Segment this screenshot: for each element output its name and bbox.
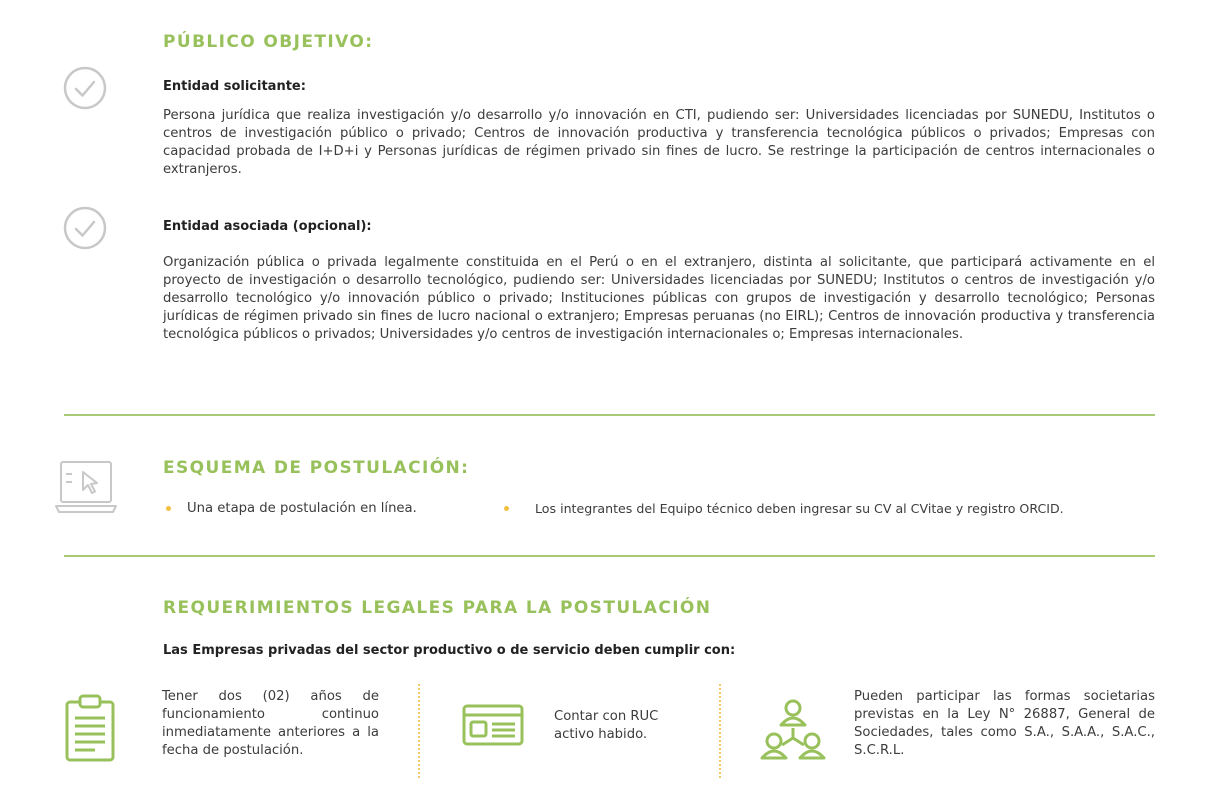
people-network-icon — [760, 697, 826, 763]
entidad-solicitante-title: Entidad solicitante: — [163, 79, 306, 94]
dotted-separator — [719, 684, 721, 778]
clipboard-icon — [63, 694, 117, 764]
entidad-asociada-title: Entidad asociada (opcional): — [163, 219, 372, 234]
bullet-dot — [504, 506, 509, 511]
requerimientos-heading: REQUERIMIENTOS LEGALES PARA LA POSTULACIÓN — [163, 598, 712, 618]
publico-objetivo-heading: PÚBLICO OBJETIVO: — [163, 32, 374, 52]
laptop-cursor-icon — [55, 460, 117, 514]
requerimientos-subtitle: Las Empresas privadas del sector productivo o de servicio deben cumplir con: — [163, 643, 736, 658]
requisito-2-text: Contar con RUC activo habido. — [554, 709, 659, 742]
entidad-solicitante-text: Persona jurídica que realiza investigación y/o desarrollo y/o innovación en CTI, pudiendo ser: Universidades licenciadas por SUNEDU, Institutos o centros de investigación público o privado; Centros de innovación productiva y transferencia tecnológica públicos o privados; Empresas con capacidad probada de I+D+i y Personas jurídicas de régimen privado sin fines de lucro. Se restringe la participación de centros internacionales o extranjeros. — [163, 108, 1155, 177]
section-divider — [64, 555, 1155, 557]
requisito-1-text: Tener dos (02) años de funcionamiento continuo inmediatamente anteriores a la fecha de postulación. — [162, 689, 379, 758]
check-circle-icon — [63, 66, 107, 110]
section-divider — [64, 414, 1155, 416]
dotted-separator — [418, 684, 420, 778]
check-circle-icon — [63, 206, 107, 250]
requisito-3-text: Pueden participar las formas societarias previstas en la Ley N° 26887, General de Sociedades, tales como S.A., S.A.A., S.A.C., S.C.R.L. — [854, 689, 1155, 758]
esquema-heading: ESQUEMA DE POSTULACIÓN: — [163, 458, 470, 478]
id-card-icon — [462, 704, 524, 746]
entidad-asociada-text: Organización pública o privada legalmente constituida en el Perú o en el extranjero, distinta al solicitante, que participará activamente en el proyecto de investigación o desarrollo tecnológico, pudiendo ser: Universidades licenciadas por SUNEDU; Institutos o centros de investigación y/o desarrollo tecnológico y/o innovación público o privado; Instituciones públicas con grupos de investigación y desarrollo tecnológico; Personas jurídicas de régimen privado sin fines de lucro nacional o extranjero; Empresas peruanas (no EIRL); Centros de innovación productiva y transferencia tecnológica públicos o privados; Universidades y/o centros de investigación internacionales o; Empresas internacionales. — [163, 255, 1155, 342]
esquema-bullet-1: Una etapa de postulación en línea. — [187, 501, 417, 516]
bullet-dot — [166, 506, 171, 511]
esquema-bullet-2: Los integrantes del Equipo técnico deben ingresar su CV al CVitae y registro ORCID. — [535, 501, 1064, 516]
